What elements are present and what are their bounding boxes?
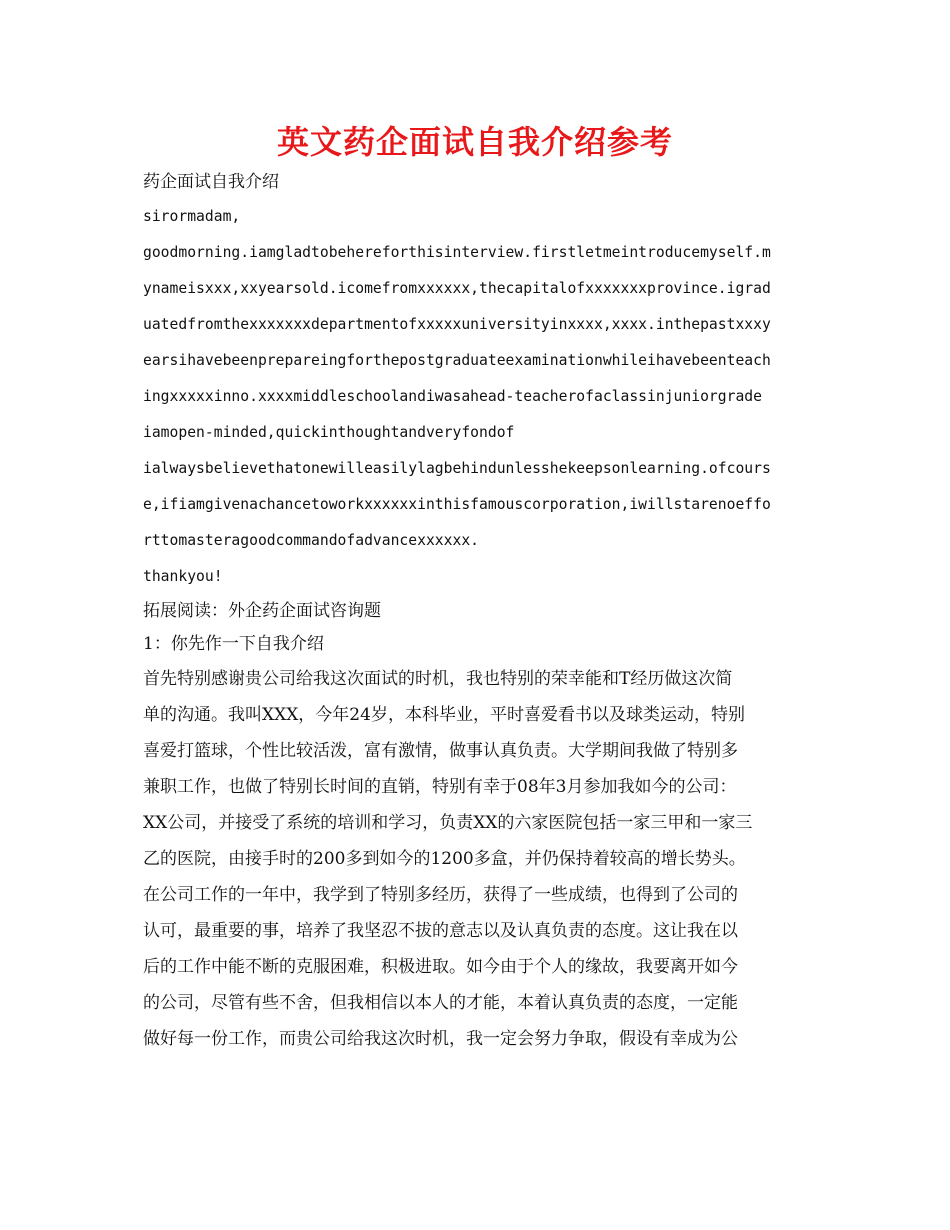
english-letter: [143, 199, 808, 595]
answer-line: 喜爱打篮球，个性比较活泼，富有激情，做事认真负责。大学期间我做了特别多: [143, 741, 738, 761]
english-line: ingxxxxxinno.xxxxmiddleschoolandiwasahead-teacherofaclassinjuniorgrade: [143, 388, 762, 405]
english-line: uatedfromthexxxxxxxdepartmentofxxxxxuniversityinxxxx,xxxx.inthepastxxxy: [143, 316, 771, 333]
english-thanks: thankyou!: [143, 568, 223, 585]
answer-line: 后的工作中能不断的克服困难，积极进取。如今由于个人的缘故，我要离开如今: [143, 957, 738, 977]
english-line: ialwaysbelievethatonewilleasilylagbehindunlesshekeepsonlearning.ofcours: [143, 460, 771, 477]
answer-line: 的公司，尽管有些不舍，但我相信以本人的才能，本着认真负责的态度，一定能: [143, 993, 738, 1013]
english-line: sirormadam,: [143, 208, 241, 225]
document-body: [143, 166, 808, 1057]
extended-reading-heading: 拓展阅读：外企药企面试咨询题: [143, 601, 381, 621]
answer-line: 在公司工作的一年中，我学到了特别多经历，获得了一些成绩，也得到了公司的: [143, 885, 738, 905]
english-line: iamopen-minded,quickinthoughtandveryfondof: [143, 424, 515, 441]
answer-line: 兼职工作，也做了特别长时间的直销，特别有幸于08年3月参加我如今的公司：: [143, 777, 737, 797]
section-heading: 药企面试自我介绍: [143, 172, 279, 192]
english-line: earsihavebeenprepareingforthepostgraduateexaminationwhileihavebeenteach: [143, 352, 771, 369]
answer-line: 做好每一份工作，而贵公司给我这次时机，我一定会努力争取，假设有幸成为公: [143, 1029, 738, 1049]
answer-line: 乙的医院，由接手时的200多到如今的1200多盒，并仍保持着较高的增长势头。: [143, 849, 746, 869]
answer-paragraph: [143, 661, 808, 1057]
answer-line: 首先特别感谢贵公司给我这次面试的时机，我也特别的荣幸能和T经历做这次简: [143, 669, 733, 689]
english-line: ynameisxxx,xxyearsold.icomefromxxxxxx,thecapitalofxxxxxxxprovince.igrad: [143, 280, 771, 297]
answer-line: XX公司，并接受了系统的培训和学习，负责XX的六家医院包括一家三甲和一家三: [143, 813, 753, 833]
english-line: goodmorning.iamgladtobehereforthisinterview.firstletmeintroducemyself.m: [143, 244, 771, 261]
english-line: rttomasteragoodcommandofadvancexxxxxx.: [143, 532, 480, 549]
english-line: e,ifiamgivenachancetoworkxxxxxxinthisfamouscorporation,iwillstarenoeffo: [143, 496, 771, 513]
document-title: 英文药企面试自我介绍参考: [276, 123, 673, 161]
answer-line: 单的沟通。我叫XXX，今年24岁，本科毕业，平时喜爱看书以及球类运动，特别: [143, 705, 745, 725]
answer-line: 认可，最重要的事，培养了我坚忍不拔的意志以及认真负责的态度。这让我在以: [143, 921, 738, 941]
question-heading: 1：你先作一下自我介绍: [143, 634, 324, 654]
